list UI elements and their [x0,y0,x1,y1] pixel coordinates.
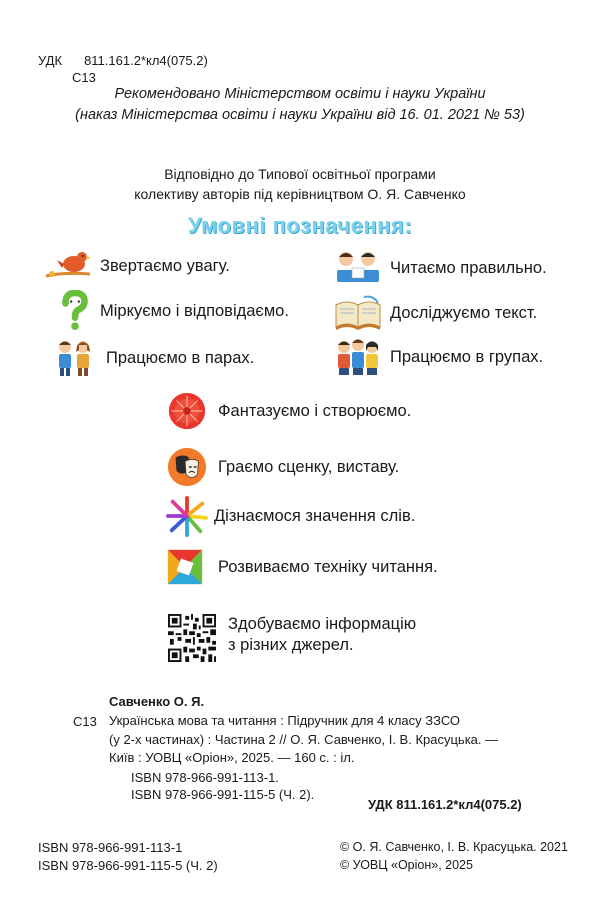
footer-isbn2: ISBN 978-966-991-115-5 (Ч. 2) [38,858,218,873]
qr-label [228,614,416,656]
program-line1: Відповідно до Типової освітньої програми [164,166,436,182]
legend-title: Умовні позначення: [187,213,413,238]
bib-author: Савченко О. Я. [109,694,205,709]
pair-of-children-icon [50,338,98,378]
legend-item-information-sources [168,614,416,662]
color-star-icon [164,495,210,537]
group-of-children-icon [334,337,382,377]
recommendation-line2: (наказ Міністерства освіти і науки України від 16. 01. 2021 № 53) [75,107,525,123]
bib-description [109,712,579,768]
red-flower-icon [164,390,210,432]
legend-label: Міркуємо і відповідаємо. [100,301,289,320]
qr-label-line1: Здобуваємо інформацію [228,615,417,633]
legend-item-reading-technique [166,548,438,586]
bib-isbn1: ISBN 978-966-991-113-1. [131,770,279,785]
legend-label: Працюємо в групах. [390,347,544,366]
udk-code: 811.161.2*кл4(075.2) [84,53,208,68]
bib-isbn-block [131,769,314,803]
color-square-icon [166,548,204,586]
class-code: С13 [72,70,96,85]
legend-label: Читаємо правильно. [390,258,547,277]
legend-label: Фантазуємо і створюємо. [218,401,412,420]
legend-item-word-meanings [164,495,415,537]
bib-line2: (у 2-х частинах) : Частина 2 // О. Я. Савченко, І. В. Красуцька. — [109,731,499,747]
qr-code-icon [168,614,216,662]
footer-isbn-block [38,839,218,875]
bib-class-code: С13 [73,714,97,729]
legend-item-read-correctly [334,248,547,288]
bib-isbn2: ISBN 978-966-991-115-5 (Ч. 2). [131,787,315,802]
legend-item-study-text [334,293,537,333]
legend-label: Граємо сценку, виставу. [218,457,400,476]
bib-udk: УДК 811.161.2*кл4(075.2) [368,797,522,812]
program-note [0,164,600,204]
footer-isbn1: ISBN 978-966-991-113-1 [38,840,183,855]
legend-label: Досліджуємо текст. [390,303,538,322]
qr-label-line2: з різних джерел. [228,636,354,654]
legend-item-think-answer [56,290,289,332]
theater-masks-icon [164,446,210,488]
legend-item-attention [44,246,230,286]
legend-item-work-in-pairs [50,338,254,378]
bib-line1: Українська мова та читання : Підручник для 4 класу ЗЗСО [109,713,461,728]
legend-label: Працюємо в парах. [106,348,255,367]
udk-label: УДК [38,53,63,68]
open-book-icon [334,293,382,333]
children-reading-icon [334,248,382,288]
bib-line3: Київ : УОВЦ «Оріон», 2025. — 160 с. : іл. [109,750,355,765]
legend-label: Розвиваємо техніку читання. [218,557,438,576]
legend-item-play-scene [164,446,399,488]
legend-label: Дізнаємося значення слів. [214,506,416,525]
bird-on-branch-icon [44,246,92,286]
footer-copyright1: © О. Я. Савченко, І. В. Красуцька. 2021 [340,840,568,854]
footer-copyright-block [340,838,568,874]
legend-item-fantasize-create [164,390,411,432]
program-line2: колективу авторів під керівництвом О. Я. Савченко [134,186,466,202]
legend-label: Звертаємо увагу. [100,256,230,275]
recommendation-line1: Рекомендовано Міністерством освіти і науки України [114,86,486,102]
recommendation [0,84,600,126]
legend-item-work-in-groups [334,337,543,377]
udk-header [38,53,208,68]
footer-copyright2: © УОВЦ «Оріон», 2025 [340,858,473,872]
question-mark-character-icon [56,290,94,332]
